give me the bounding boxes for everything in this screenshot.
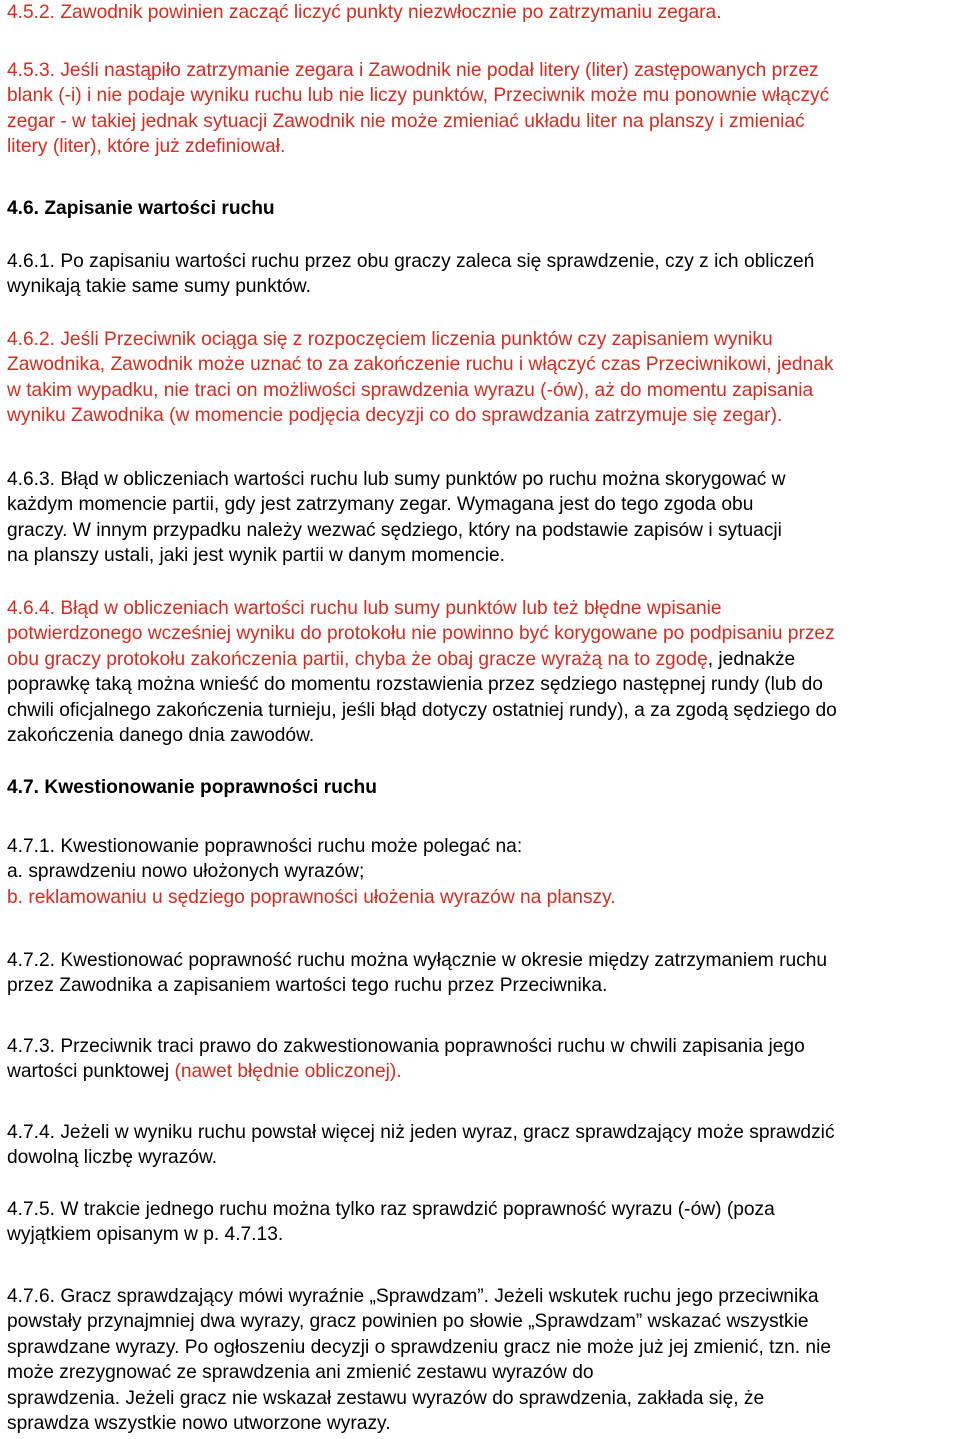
- text-line: zegar - w takiej jednak sytuacji Zawodnik nie może zmieniać układu liter na planszy i zmieniać: [7, 110, 805, 132]
- text-line: w takim wypadku, nie traci on możliwości sprawdzenia wyrazu (-ów), aż do momentu zapisania: [7, 379, 814, 401]
- text-line: może zrezygnować ze sprawdzenia ani zmienić zestawu wyrazów do: [7, 1362, 594, 1384]
- text-line: 4.7.5. W trakcie jednego ruchu można tylko raz sprawdzić poprawność wyrazu (-ów) (poza: [7, 1199, 775, 1220]
- text-span: , jednakże: [707, 648, 796, 670]
- text-line: potwierdzonego wcześniej wyniku do protokołu nie powinno być korygowane po podpisaniu przez: [7, 623, 835, 645]
- text-line: graczy. W innym przypadku należy wezwać sędziego, który na podstawie zapisów i sytuacji: [7, 519, 782, 541]
- heading-text: 4.7. Kwestionowanie poprawności ruchu: [7, 777, 377, 798]
- text-line: blank (-i) i nie podaje wyniku ruchu lub nie liczy punktów, Przeciwnik może mu ponownie włączyć: [7, 85, 830, 107]
- text-line: 4.5.2. Zawodnik powinien zacząć liczyć punkty niezwłocznie po zatrzymaniu zegara.: [7, 2, 722, 23]
- text-line: a. sprawdzeniu nowo ułożonych wyrazów;: [7, 861, 365, 883]
- heading-text: 4.6. Zapisanie wartości ruchu: [7, 198, 275, 219]
- text-line-mixed: [7, 647, 957, 672]
- text-line: 4.7.4. Jeżeli w wyniku ruchu powstał więcej niż jeden wyraz, gracz sprawdzający może sprawdzić: [7, 1122, 835, 1143]
- text-line: Zawodnika, Zawodnik może uznać to za zakończenie ruchu i włączyć czas Przeciwnikowi, jednak: [7, 354, 834, 376]
- paragraph-4-5-2: [7, 0, 957, 25]
- text-span: obu graczy protokołu zakończenia partii, chyba że obaj gracze wyrażą na to zgodę: [7, 648, 708, 670]
- text-line: dowolną liczbę wyrazów.: [7, 1147, 218, 1169]
- text-line: 4.7.3. Przeciwnik traci prawo do zakwestionowania poprawności ruchu w chwili zapisania jego: [7, 1036, 805, 1057]
- text-line: b. reklamowaniu u sędziego poprawności ułożenia wyrazów na planszy.: [7, 886, 616, 908]
- section-heading-4-7: [7, 775, 957, 800]
- text-line: 4.7.6. Gracz sprawdzający mówi wyraźnie „Sprawdzam”. Jeżeli wskutek ruchu jego przeciwnika: [7, 1286, 819, 1307]
- text-line: 4.6.2. Jeśli Przeciwnik ociąga się z rozpoczęciem liczenia punktów czy zapisaniem wyniku: [7, 329, 773, 350]
- text-line: chwili oficjalnego zakończenia turnieju, jeśli błąd dotyczy ostatniej rundy), a za zgodą sędziego do: [7, 699, 837, 721]
- text-line: zakończenia danego dnia zawodów.: [7, 724, 315, 746]
- text-span: wartości punktowej: [7, 1061, 175, 1083]
- text-line: wynikają takie same sumy punktów.: [7, 276, 311, 298]
- text-line: poprawkę taką można wnieść do momentu rozstawienia przez sędziego następnej rundy (lub do: [7, 674, 823, 696]
- text-span: (nawet błędnie obliczonej).: [174, 1061, 402, 1083]
- paragraph-4-6-4: [7, 596, 957, 748]
- text-line: sprawdzenia. Jeżeli gracz nie wskazał zestawu wyrazów do sprawdzenia, zakłada się, że: [7, 1387, 765, 1409]
- paragraph-4-7-5: [7, 1197, 957, 1248]
- paragraph-4-7-2: [7, 948, 957, 999]
- text-line: sprawdza wszystkie nowo utworzone wyrazy.: [7, 1412, 391, 1434]
- text-line: 4.5.3. Jeśli nastąpiło zatrzymanie zegara i Zawodnik nie podał litery (liter) zastępowanych przez: [7, 60, 819, 81]
- paragraph-4-7-1: [7, 834, 957, 910]
- text-line: 4.7.1. Kwestionowanie poprawności ruchu może polegać na:: [7, 836, 523, 857]
- text-line: na planszy ustali, jaki jest wynik partii w danym momencie.: [7, 545, 506, 567]
- text-line: sprawdzane wyrazy. Po ogłoszeniu decyzji o sprawdzeniu gracz nie może już jej zmienić, tzn. nie: [7, 1336, 832, 1358]
- text-line: powstały przynajmniej dwa wyrazy, gracz powinien po słowie „Sprawdzam” wskazać wszystkie: [7, 1311, 809, 1333]
- text-line: 4.6.4. Błąd w obliczeniach wartości ruchu lub sumy punktów lub też błędne wpisanie: [7, 598, 722, 619]
- paragraph-4-7-6: [7, 1284, 957, 1436]
- text-line: litery (liter), które już zdefiniował.: [7, 136, 286, 158]
- paragraph-4-6-1: [7, 249, 957, 300]
- section-heading-4-6: [7, 196, 957, 221]
- text-line: każdym momencie partii, gdy jest zatrzymany zegar. Wymagana jest do tego zgoda obu: [7, 494, 754, 516]
- text-line-mixed: [7, 1059, 957, 1084]
- paragraph-4-7-3: [7, 1034, 957, 1085]
- text-line: 4.7.2. Kwestionować poprawność ruchu można wyłącznie w okresie między zatrzymaniem ruchu: [7, 950, 828, 971]
- paragraph-4-7-4: [7, 1120, 957, 1171]
- text-line: 4.6.3. Błąd w obliczeniach wartości ruchu lub sumy punktów po ruchu można skorygować w: [7, 469, 786, 490]
- text-line: wyniku Zawodnika (w momencie podjęcia decyzji co do sprawdzania zatrzymuje się zegar).: [7, 405, 783, 427]
- text-line: 4.6.1. Po zapisaniu wartości ruchu przez obu graczy zaleca się sprawdzenie, czy z ich obliczeń: [7, 251, 815, 272]
- paragraph-4-5-3: [7, 58, 957, 160]
- text-line: wyjątkiem opisanym w p. 4.7.13.: [7, 1224, 284, 1246]
- paragraph-4-6-2: [7, 327, 957, 429]
- text-line: przez Zawodnika a zapisaniem wartości tego ruchu przez Przeciwnika.: [7, 975, 608, 997]
- paragraph-4-6-3: [7, 467, 957, 569]
